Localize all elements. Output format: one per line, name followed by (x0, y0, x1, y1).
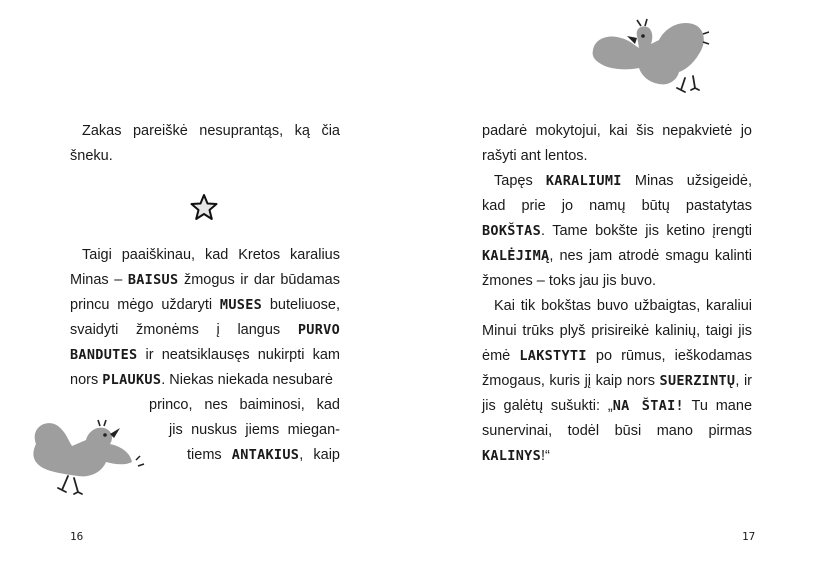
emphasis-word: KALINYS (482, 448, 541, 464)
left-paragraph-2: Taigi paaiškinau, kad Kretos karalius Minas – BAISUS žmogus ir dar būdamas princu mėgo uždaryti MUSES buteliuose, svaidyti žmonėms į langus PURVO BANDUTES ir neatsiklausęs nukirpti kam nors PLAUKUS. Niekas niekada nesubarė (70, 247, 340, 388)
emphasis-word: MUSES (219, 297, 263, 313)
emphasis-word: KARALIUMI (545, 173, 622, 189)
right-paragraph-2: Tapęs KARALIUMI Minas užsigeidė, kad prie jo namų būtų pastatytas BOKŠTAS. Tame bokšte jis ketino įrengti KALĖJIMĄ, nes jam atrodė smagu kalinti žmones – toks jau jis buvo. (482, 173, 752, 289)
right-page (411, 0, 822, 581)
emphasis-word: BAISUS (127, 272, 179, 288)
emphasis-word: PURVO BANDUTES (70, 322, 340, 363)
left-wrap-line-2: jis nuskus jiems miegan- (169, 422, 340, 438)
emphasis-word: BOKŠTAS (482, 223, 541, 239)
star-icon (189, 193, 219, 221)
left-wrap-line-3: tiems ANTAKIUS, kaip (187, 447, 340, 463)
emphasis-word: KALĖJIMĄ (482, 248, 550, 264)
left-paragraph-1: Zakas pareiškė nesuprantąs, ką čia šneku. (70, 123, 340, 164)
emphasis-word: LAKSTYTI (519, 348, 587, 364)
emphasis-word: SUERZINTŲ (659, 373, 736, 389)
left-wrap-line-1: princo, nes baiminosi, kad (149, 397, 340, 413)
right-paragraph-1: padarė mokytojui, kai šis nepakvietė jo rašyti ant lentos. (482, 123, 752, 164)
right-paragraph-3: Kai tik bokštas buvo užbaigtas, karaliui Minui trūks plyš prisireikė kalinių, taigi jis ėmė LAKSTYTI po rūmus, ieškodamas žmogaus, kuris jį kaip nors SUERZINTŲ, ir jis galėtų sušukti: „NA ŠTAI! Tu mane sunervinai, todėl būsi mano pirmas KALINYS!“ (482, 298, 753, 464)
emphasis-word: PLAUKUS (102, 372, 162, 388)
emphasis-word: ANTAKIUS (231, 447, 300, 463)
page-number-left: 16 (70, 530, 84, 543)
page-number-right: 17 (742, 530, 756, 543)
bird-icon (28, 416, 146, 498)
bird-icon (589, 14, 711, 96)
emphasis-word: NA ŠTAI! (612, 398, 684, 414)
